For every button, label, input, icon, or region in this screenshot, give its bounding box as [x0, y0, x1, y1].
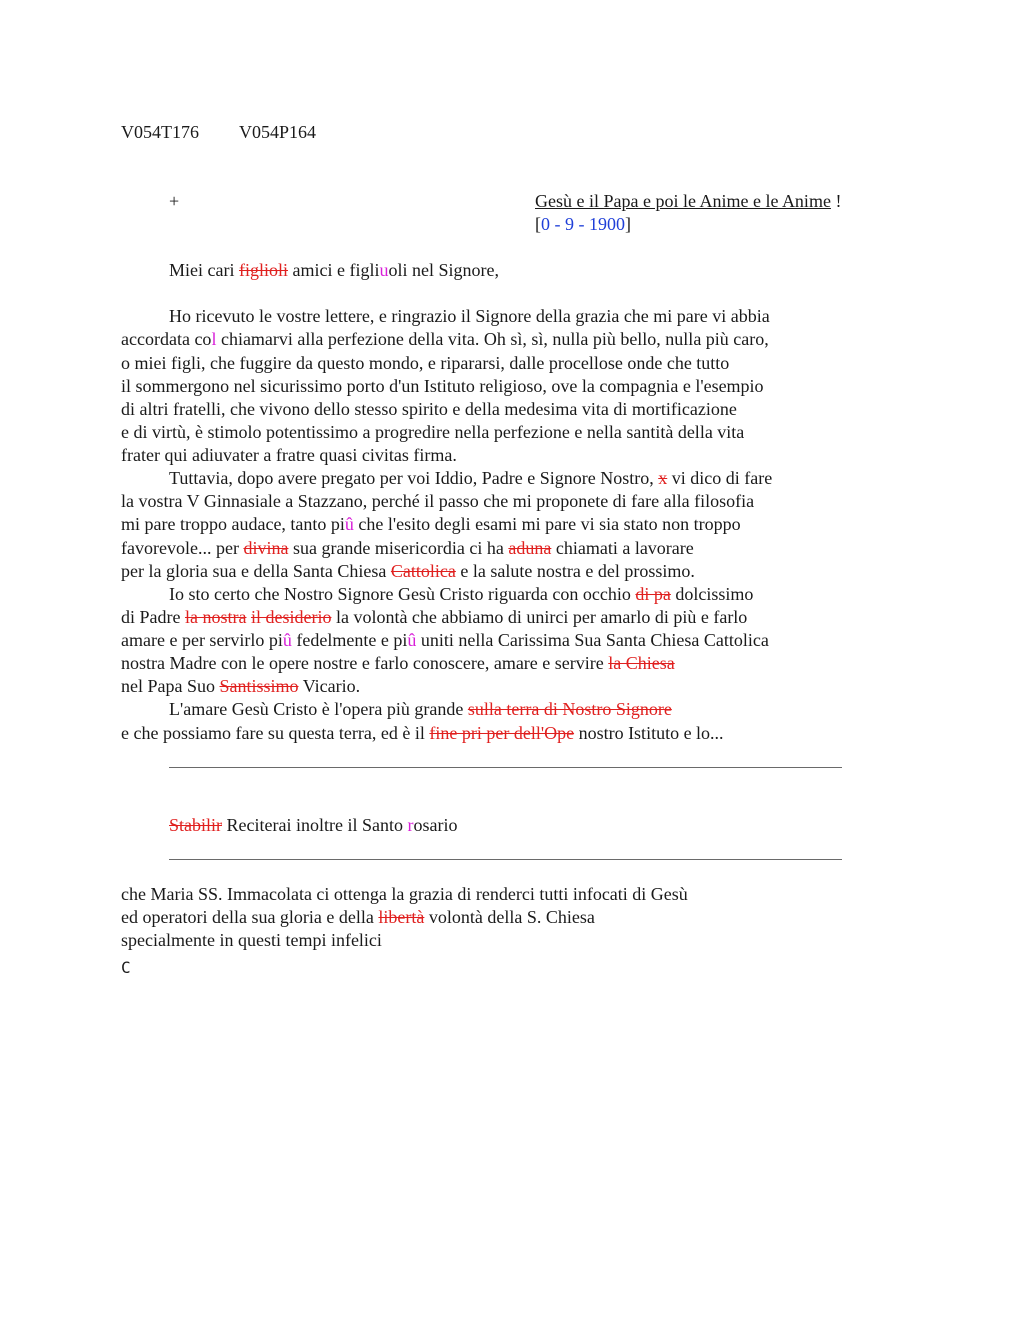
text: nostra Madre con le opere nostre e farlo conoscere, amare e servire	[121, 653, 609, 673]
p3-line-4	[121, 652, 675, 675]
inserted-letter: r	[407, 815, 414, 835]
text: ed operatori della sua gloria e della	[121, 907, 379, 927]
doc-ref-p: V054P164	[239, 122, 317, 142]
p3-line-2	[121, 606, 747, 629]
deleted-word: Santissimo	[219, 676, 299, 696]
deleted-word: Stabilir	[169, 815, 222, 835]
date-line	[535, 213, 631, 236]
text: fedelmente e pi	[291, 630, 408, 650]
text: Vicario.	[298, 676, 361, 696]
p2-line-2: la vostra V Ginnasiale a Stazzano, perché il passo che mi proponete di fare alla filosofia	[121, 491, 755, 511]
doc-ref-t: V054T176	[121, 122, 199, 142]
greeting	[169, 259, 499, 282]
text: e che possiamo fare su questa terra, ed è il	[121, 723, 430, 743]
text: di Padre	[121, 607, 185, 627]
closing-line-3: specialmente in questi tempi infelici	[121, 930, 382, 950]
inserted-letter: û	[282, 630, 292, 650]
text: L'amare Gesù Cristo è l'opera più grande	[169, 699, 468, 719]
motto-end: !	[830, 191, 842, 211]
deleted-word: libertà	[378, 907, 425, 927]
p1-line-5: di altri fratelli, che vivono dello stesso spirito e della medesima vita di mortificazione	[121, 399, 737, 419]
end-mark: C	[121, 958, 131, 977]
p1-line-7: frater qui adiuvater a fratre quasi civitas firma.	[121, 445, 457, 465]
text: osario	[413, 815, 458, 835]
text: la volontà che abbiamo di unirci per amarlo di più e farlo	[331, 607, 748, 627]
text: Reciterai inoltre il Santo	[222, 815, 408, 835]
p2-line-3	[121, 513, 741, 536]
insert-line	[169, 814, 457, 837]
p1-line-4: il sommergono nel sicurissimo porto d'un Istituto religioso, ove la compagnia e l'esempio	[121, 376, 764, 396]
greeting-text: oli nel Signore,	[388, 260, 499, 280]
p1-line-1: Ho ricevuto le vostre lettere, e ringrazio il Signore della grazia che mi pare vi abbia	[169, 306, 770, 326]
motto	[535, 190, 841, 213]
text: amare e per servirlo pi	[121, 630, 283, 650]
closing-line-2	[121, 906, 595, 929]
deleted-word: Cattolica	[390, 561, 456, 581]
inserted-letter: u	[379, 260, 389, 280]
inserted-letter: û	[407, 630, 417, 650]
closing-line-1: che Maria SS. Immacolata ci ottenga la grazia di renderci tutti infocati di Gesù	[121, 884, 688, 904]
deleted-word: divina	[243, 538, 289, 558]
text: accordata co	[121, 329, 212, 349]
deleted-word: figlioli	[238, 260, 288, 280]
motto-text: Gesù e il Papa e poi le Anime e le Anime	[535, 191, 831, 211]
cross-mark: +	[169, 191, 180, 211]
text: favorevole... per	[121, 538, 244, 558]
p1-line-3: o miei figli, che fuggire da questo mondo, e ripararsi, dalle procellose onde che tutto	[121, 353, 730, 373]
deleted-word: la Chiesa	[608, 653, 675, 673]
text: volontà della S. Chiesa	[424, 907, 595, 927]
text: mi pare troppo audace, tanto pi	[121, 514, 345, 534]
date-bracket-close: ]	[625, 214, 631, 234]
p3-line-1	[169, 583, 753, 606]
text: e la salute nostra e del prossimo.	[455, 561, 695, 581]
separator-line	[169, 859, 842, 860]
text: sua grande misericordia ci ha	[288, 538, 509, 558]
p2-line-5	[121, 560, 695, 583]
text: nostro Istituto e lo...	[574, 723, 724, 743]
p2-line-1	[169, 467, 772, 490]
deleted-word: sulla terra di Nostro Signore	[467, 699, 672, 719]
text: chiamati a lavorare	[551, 538, 694, 558]
text: dolcissimo	[670, 584, 754, 604]
inserted-letter: l	[211, 329, 217, 349]
deleted-word: di pa	[635, 584, 671, 604]
p2-line-4	[121, 537, 694, 560]
text: nel Papa Suo	[121, 676, 220, 696]
date-value: 0 - 9 - 1900	[541, 214, 625, 234]
p1-line-2	[121, 328, 769, 351]
text: chiamarvi alla perfezione della vita. Oh sì, sì, nulla più bello, nulla più caro,	[216, 329, 769, 349]
greeting-text: Miei cari	[169, 260, 239, 280]
text: vi dico di fare	[667, 468, 773, 488]
deleted-word: la nostra	[184, 607, 247, 627]
separator-line	[169, 767, 842, 768]
greeting-text: amici e figli	[287, 260, 380, 280]
text: uniti nella Carissima Sua Santa Chiesa Cattolica	[416, 630, 769, 650]
deleted-word: fine pri per dell'Ope	[429, 723, 575, 743]
p4-line-2	[121, 722, 724, 745]
date-bracket-open: [	[535, 214, 541, 234]
p3-line-3	[121, 629, 769, 652]
text: che l'esito degli esami mi pare vi sia stato non troppo	[353, 514, 741, 534]
deleted-word: il desiderio	[250, 607, 332, 627]
deleted-word: aduna	[508, 538, 552, 558]
text: Tuttavia, dopo avere pregato per voi Iddio, Padre e Signore Nostro,	[169, 468, 659, 488]
p4-line-1	[169, 698, 672, 721]
deleted-word: x	[658, 468, 668, 488]
text: Io sto certo che Nostro Signore Gesù Cristo riguarda con occhio	[169, 584, 636, 604]
text: per la gloria sua e della Santa Chiesa	[121, 561, 391, 581]
p3-line-5	[121, 675, 360, 698]
inserted-letter: û	[344, 514, 354, 534]
p1-line-6: e di virtù, è stimolo potentissimo a progredire nella perfezione e nella santità della vita	[121, 422, 745, 442]
